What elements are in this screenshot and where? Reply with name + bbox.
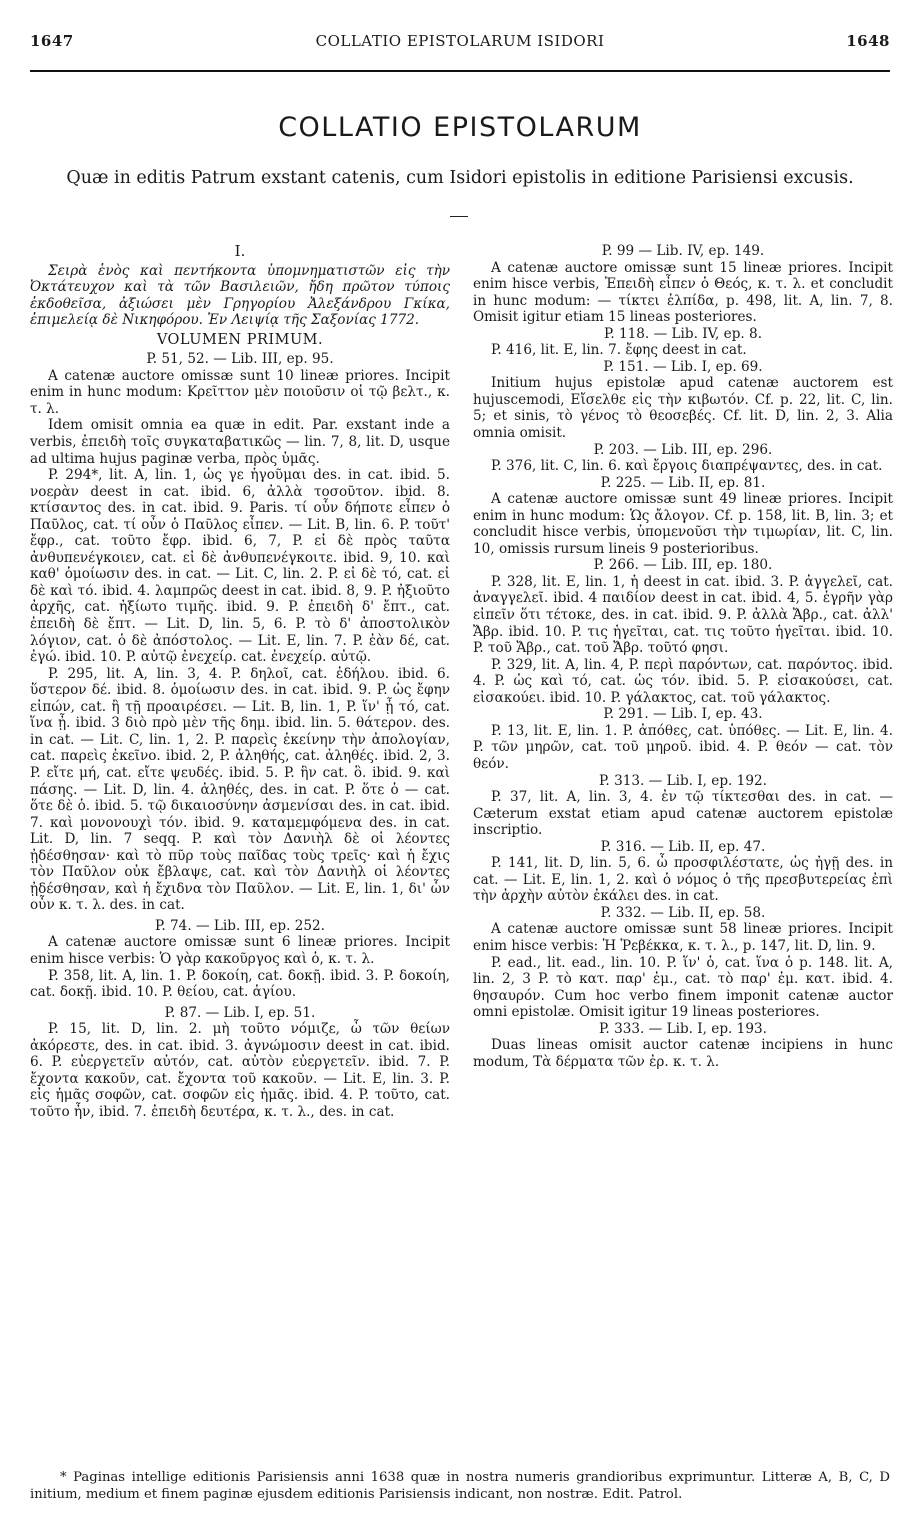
entry-heading: P. 203. — Lib. III, ep. 296. (593, 441, 773, 458)
entry-text: Idem omisit omnia ea quæ in edit. Par. exstant inde a verbis, ἐπειδὴ τοῖς συγκαταβατικῶς — lin. 7, 8, lit. D, usque ad ultima hujus paginæ verba, πρὸς ὑμᾶς. (30, 417, 450, 467)
entry-heading: P. 291. — Lib. I, ep. 43. (603, 706, 763, 723)
entry-text: P. 329, lit. A, lin. 4, P. περὶ παρόντων, cat. παρόντος. ibid. 4. P. ὡς καὶ τό, cat. ὡς τόν. ibid. 5. P. εἰσακούσει, cat. εἰσακούει. ibid. 10. P. γάλακτος, cat. τοῦ γάλακτος. (473, 656, 893, 706)
entry-heading: P. 332. — Lib. II, ep. 58. (600, 904, 766, 921)
entry-heading: P. 151. — Lib. I, ep. 69. (603, 358, 763, 375)
running-head (30, 32, 890, 54)
entry-text: P. 416, lit. E, lin. 7. ἔφης deest in cat. (491, 342, 747, 359)
entry-text: P. 358, lit. A, lin. 1. P. δοκοίη, cat. δοκῇ. ibid. 3. P. δοκοίη, cat. δοκῇ. ibid. 10. P. θείου, cat. ἁγίου. (30, 967, 450, 1001)
entry-heading: P. 87. — Lib. I, ep. 51. (164, 1004, 316, 1021)
left-column (30, 243, 450, 1120)
entry-heading: P. 333. — Lib. I, ep. 193. (599, 1020, 767, 1037)
footnote-text: * Paginas intellige editionis Parisiensis anni 1638 quæ in nostra numeris grandioribus exprimuntur. Litteræ A, B, C, D initium, medium et finem paginæ ejusdem editionis Parisiensis indicant, non nostræ. Edit. Patrol. (30, 1470, 890, 1502)
entry-text: P. 13, lit. E, lin. 1. P. ἀπόθες, cat. ὑπόθες. — Lit. E, lin. 4. P. τῶν μηρῶν, cat. τοῦ μηροῦ. ibid. 4. P. θεόν — cat. τὸν θεόν. (473, 722, 893, 772)
running-title: COLLATIO EPISTOLARUM ISIDORI (315, 32, 605, 50)
entry-heading: P. 118. — Lib. IV, ep. 8. (603, 325, 763, 342)
title-divider (450, 216, 468, 217)
section-numeral: I. (234, 242, 246, 260)
entry-text: P. 37, lit. A, lin. 3, 4. ἐν τῷ τίκτεσθαι des. in cat. — Cæterum exstat etiam apud catenæ auctorem epistolæ inscriptio. (473, 789, 893, 839)
entry-heading: P. 51, 52. — Lib. III, ep. 95. (146, 351, 334, 368)
entry-heading: P. 266. — Lib. III, ep. 180. (593, 557, 773, 574)
entry-text: A catenæ auctore omissæ sunt 6 lineæ priores. Incipit enim hisce verbis: Ὁ γὰρ κακοῦργος καὶ ὁ, κ. τ. λ. (30, 934, 450, 967)
page-number-right: 1648 (846, 32, 890, 50)
page-subtitle: Quæ in editis Patrum exstant catenis, cum Isidori epistolis in editione Parisiensi excusis. (66, 168, 854, 188)
entry-text: A catenæ auctore omissæ sunt 58 lineæ priores. Incipit enim hisce verbis: Ἡ Ῥεβέκκα, κ. τ. λ., p. 147, lit. D, lin. 9. (473, 921, 893, 954)
entry-text: P. 141, lit. D, lin. 5, 6. ὦ προσφιλέστατε, ὡς ἠγῇ des. in cat. — Lit. E, lin. 1, 2. καὶ ὁ νόμος ὁ τῆς πρεσβυτερείας ἐπὶ τὴν ἀρχὴν αὐτὸν ἐκάλει des. in cat. (473, 855, 893, 905)
entry-text: P. 295, lit. A, lin. 3, 4. P. δηλοῖ, cat. ἐδήλου. ibid. 6. ὕστερον δέ. ibid. 8. ὁμοίωσιν des. in cat. ibid. 9. P. ὡς ἔφην εἰπών, cat. ἢ τῇ προαιρέσει. — Lit. B, lin. 1, P. ἵν' ᾖ τό, cat. ἵνα ᾖ. ibid. 3 διὸ πρὸ μὲν τῆς δημ. ibid. lin. 5. θάτερον. des. in cat. — Lit. C, lin. 1, 2. P. παρεὶς ἐκείνην τὴν ἀπολογίαν, cat. παρεὶς ἐκεῖνο. ibid. 2, P. ἀληθής, cat. ἀληθές. ibid. 2, 3. P. εἴτε μή, cat. εἴτε ψευδές. ibid. 5. P. ἣν cat. ὃ. ibid. 9. καὶ πάσης. — Lit. D, lin. 4. ἀληθές, des. in cat. P. ὅτε ὁ — cat. ὅτε δὲ ὁ. ibid. 5. τῷ δικαιοσύνην ἀσμενίσαι des. in cat. ibid. 7. καὶ μονονουχὶ τόν. ibid. 9. καταμεμφόμενα des. in cat. Lit. D, lin. 7 seqq. P. καὶ τὸν Δανιὴλ δὲ οἱ λέοντες ᾐδέσθησαν· καὶ τὸ πῦρ τοὺς παῖδας τοὺς τρεῖς· καὶ ἡ ἔχις τὸν Παῦλον οὐκ ἔβλαψε, cat. καὶ τὸν Δανιὴλ οἱ λέοντες ᾐδέσθησαν, καὶ ἡ ἔχιδνα τὸν Παῦλον. — Lit. E, lin. 1, δι' ὧν οὖν κ. τ. λ. des. in cat. (30, 665, 450, 914)
entry-text: P. 15, lit. D, lin. 2. μὴ τοῦτο νόμιζε, ὦ τῶν θείων ἀκόρεστε, des. in cat. ibid. 3. ἀγνώμοσιν deest in cat. ibid. 6. P. εὐεργετεῖν αὐτόν, cat. αὐτὸν εὐεργετεῖν. ibid. 7. P. ἔχοντα κακοῦν, cat. ἔχοντα τοῦ κακοῦν. — Lit. E, lin. 3. P. εἰς ἡμᾶς σοφῶν, cat. σοφῶν εἰς ἡμᾶς. ibid. 4. P. τοῦτο, cat. τοῦτο ἦν, ibid. 7. ἐπειδὴ δευτέρα, κ. τ. λ., des. in cat. (30, 1021, 450, 1120)
entry-text: A catenæ auctore omissæ sunt 49 lineæ priores. Incipit enim in hunc modum: Ὡς ἄλογον. Cf. p. 158, lit. B, lin. 3; et concludit hisce verbis, ὑπομενοῦσι τὴν τιμωρίαν, lit. C, lin. 10, omissis rursum lineis 9 posterioribus. (473, 491, 893, 557)
volume-heading: VOLUMEN PRIMUM. (156, 331, 324, 348)
entry-heading: P. 225. — Lib. II, ep. 81. (600, 474, 766, 491)
entry-heading: P. 74. — Lib. III, ep. 252. (154, 917, 325, 934)
right-column (473, 243, 893, 1070)
entry-heading: P. 99 — Lib. IV, ep. 149. (601, 243, 765, 259)
entry-text: P. ead., lit. ead., lin. 10. P. ἵν' ὁ, cat. ἵνα ὁ p. 148. lit. A, lin. 2, 3 P. τὸ κατ. παρ' ἐμ., cat. τὸ παρ' ἐμ. κατ. ibid. 4. θησαυρόν. Cum hoc verbo finem imponit catenæ auctor omni epistolæ. Omisit igitur 19 lineas posteriores. (473, 954, 893, 1021)
entry-text: Initium hujus epistolæ apud catenæ auctorem est hujuscemodi, Εἴσελθε εἰς τὴν κιβωτόν. Cf. p. 22, lit. C, lin. 5; et sinis, τὸ γένος τὸ θεοσεβές. Cf. lit. D, lin. 2, 3. Alia omnia omisit. (473, 375, 893, 442)
entry-text: A catenæ auctore omissæ sunt 10 lineæ priores. Incipit enim in hunc modum: Κρεῖττον μὲν ποιοῦσιν οἱ τῷ βελτ., κ. τ. λ. (30, 367, 450, 417)
page-title: COLLATIO EPISTOLARUM (278, 112, 642, 143)
entry-text: A catenæ auctore omissæ sunt 15 lineæ priores. Incipit enim hisce verbis, Ἐπειδὴ εἶπεν ὁ Θεός, κ. τ. λ. et concludit in hunc modum: — τίκτει ἐλπίδα, p. 498, lit. A, lin. 7, 8. Omisit igitur etiam 15 lineas posteriores. (473, 259, 893, 326)
entry-heading: P. 313. — Lib. I, ep. 192. (599, 772, 767, 789)
header-rule (30, 70, 890, 72)
footnote (30, 1470, 890, 1503)
entry-text: P. 294*, lit. A, lin. 1, ὡς γε ἡγοῦμαι des. in cat. ibid. 5. νοερὰν deest in cat. ibid. 6, ἀλλὰ τοσοῦτον. ibid. 8. κτίσαντος des. in cat. ibid. 9. Paris. τί οὖν δήποτε εἶπεν ὁ Παῦλος, cat. τί οὖν ὁ Παῦλος εἶπεν. — Lit. B, lin. 6. P. τοῦτ' ἔφρ., cat. τοῦτο ἔφρ. ibid. 6, 7, P. εἰ δὲ πρὸς ταῦτα ἀνθυπενέγκοιεν, cat. εἰ δὲ ἀνθυπενέγκοιτε. ibid. 9, 10. καὶ καθ' ὁμοίωσιν des. in cat. — Lit. C, lin. 2. P. εἰ δὲ τό, cat. εἰ δὲ καὶ τό. ibid. 4. λαμπρῶς deest in cat. ibid. 8, 9. P. ἠξιοῦτο ἀρχῆς, cat. ἠξίωτο τιμῆς. ibid. 9. P. ἐπειδὴ δ' ἔπτ., cat. ἐπειδὴ δὲ ἔπτ. — Lit. D, lin. 5, 6. P. τὸ δ' ἀποστολικὸν λόγιον, cat. ὁ δὲ ἀπόστολος. — Lit. E, lin. 7. P. ἐὰν δέ, cat. ἐγώ. ibid. 10. P. αὐτῷ ἐνεχείρ. cat. ἐνεχείρ. αὐτῷ. (30, 467, 450, 666)
entry-text: P. 328, lit. E, lin. 1, ἡ deest in cat. ibid. 3. P. ἀγγελεῖ, cat. ἀναγγελεῖ. ibid. 4 παιδίον deest in cat. ibid. 4, 5. ἐγρῆν γὰρ εἰπεῖν ὅτι τέτοκε, des. in cat. ibid. 9. P. ἀλλὰ Ἄβρ., cat. ἀλλ' Ἄβρ. ibid. 10. P. τις ἡγεῖται, cat. τις τοῦτο ἡγεῖται. ibid. 10. P. τοῦ Ἄβρ., cat. τοῦ Ἄβρ. τοῦτό φησι. (473, 573, 893, 657)
catena-title: Σειρὰ ἑνὸς καὶ πεντήκοντα ὑπομνηματιστῶν εἰς τὴν Ὀκτάτευχον καὶ τὰ τῶν Βασιλειῶν, ἤδη πρῶτον τύποις ἐκδοθεῖσα, ἀξιώσει μὲν Γρηγορίου Ἀλεξάνδρου Γκίκα, ἐπιμελείᾳ δὲ Νικηφόρου. Ἐν Λειψίᾳ τῆς Σαξονίας 1772. (30, 262, 450, 329)
entry-heading: P. 316. — Lib. II, ep. 47. (600, 838, 766, 855)
page-number-left: 1647 (30, 32, 74, 50)
entry-text: Duas lineas omisit auctor catenæ incipiens in hunc modum, Τὰ δέρματα τῶν ἐρ. κ. τ. λ. (473, 1037, 893, 1070)
entry-text: P. 376, lit. C, lin. 6. καὶ ἔργοις διαπρέψαντες, des. in cat. (491, 458, 883, 475)
